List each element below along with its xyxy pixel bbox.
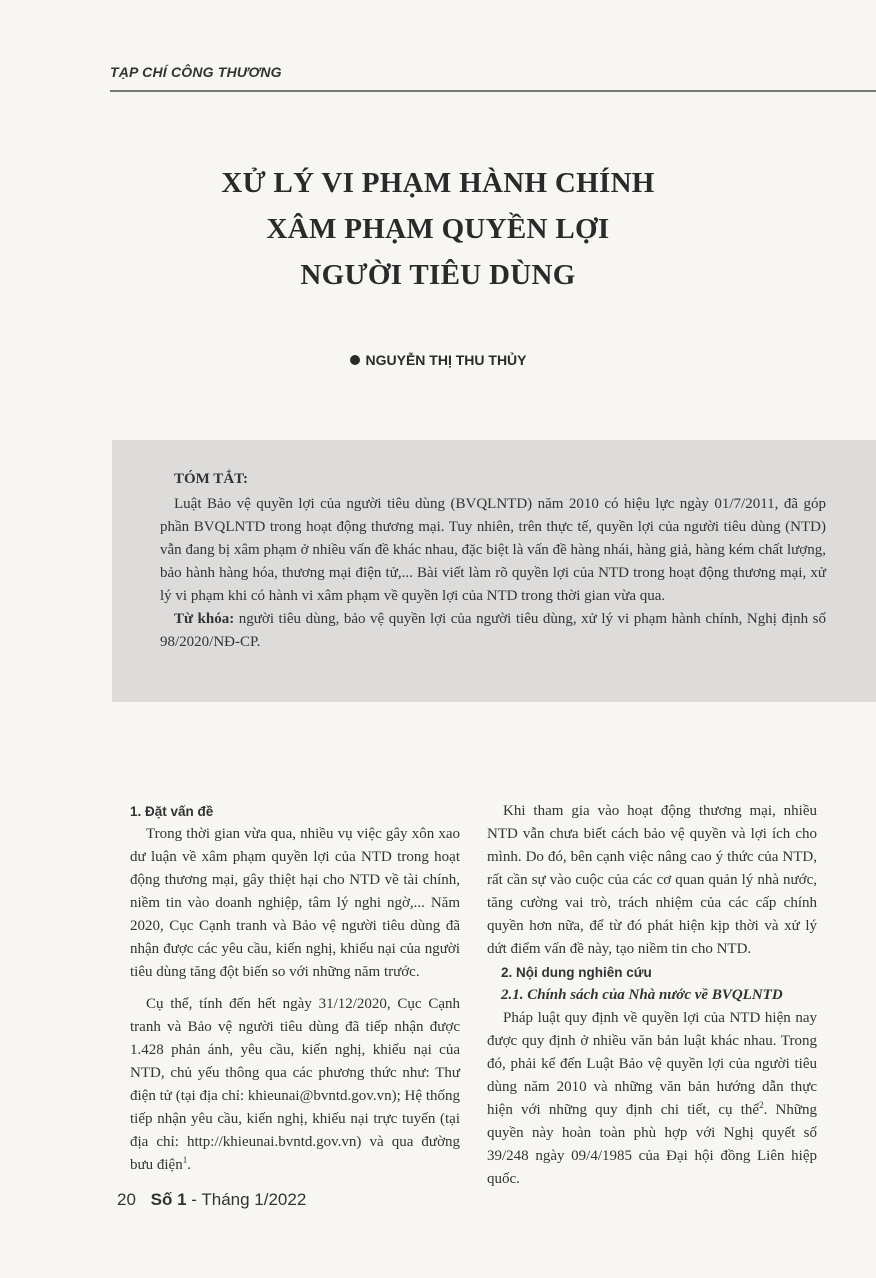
journal-header: TẠP CHÍ CÔNG THƯƠNG (110, 64, 282, 80)
issue-date: - Tháng 1/2022 (186, 1190, 307, 1209)
section-2-1-heading: 2.1. Chính sách của Nhà nước về BVQLNTD (501, 987, 783, 1003)
author-byline (0, 352, 876, 368)
keywords-text: người tiêu dùng, bảo vệ quyền lợi của người tiêu dùng, xử lý vi phạm hành chính, Nghị định số 98/2020/NĐ-CP. (160, 611, 827, 650)
abstract-heading: TÓM TẮT: (174, 471, 249, 487)
section-2-heading: 2. Nội dung nghiên cứu (501, 965, 652, 980)
page-number: 20 (117, 1190, 136, 1209)
footnote-1-marker: 1 (182, 1155, 188, 1165)
footnote-2-marker: 2 (759, 1100, 764, 1110)
page-footer (117, 1190, 306, 1210)
section-1-paragraph-3: Khi tham gia vào hoạt động thương mại, nhiều NTD vẫn chưa biết cách bảo vệ quyền và lợi ích cho mình. Do đó, bên cạnh việc nâng cao ý thức của NTD, rất cần sự vào cuộc của các cơ quan quản lý nhà nước, tăng cường vai trò, trách nhiệm của các cấp chính quyền hơn nữa, để từ đó phát hiện kịp thời và xử lý dứt điểm vấn đề này, tạo niềm tin cho NTD. (487, 803, 817, 957)
issue-number: Số 1 (150, 1190, 187, 1209)
title-line-1: XỬ LÝ VI PHẠM HÀNH CHÍNH (221, 167, 655, 199)
body-column-left (130, 800, 460, 1177)
abstract-box (112, 440, 876, 702)
header-rule (110, 90, 876, 92)
section-2-1-paragraph-1 (487, 1007, 817, 1191)
section-1-paragraph-2-text: Cụ thể, tính đến hết ngày 31/12/2020, Cục Cạnh tranh và Bảo vệ người tiêu dùng đã tiếp nhận được 1.428 phản ánh, yêu cầu, kiến nghị, khiếu nại của NTD, chủ yếu thông qua các phương thức như: Thư điện tử (tại địa chỉ: khieunai@bvntd.gov.vn); Hệ thống tiếp nhận yêu cầu, kiến nghị, khiếu nại trực tuyến (tại địa chỉ: http://khieunai.bvntd.gov.vn) và qua đường bưu điện (130, 996, 460, 1173)
section-1-heading: 1. Đặt vấn đề (130, 804, 214, 819)
bullet-icon (350, 355, 360, 365)
author-name: NGUYỄN THỊ THU THỦY (365, 352, 527, 368)
body-column-right (487, 800, 817, 1191)
section-2-1-paragraph-1-end: . Những quyền này hoàn toàn phù hợp với Nghị quyết số 39/248 ngày 09/4/1985 của Đại hội đồng Liên hiệp quốc. (487, 1102, 817, 1187)
keywords-label: Từ khóa: (174, 611, 235, 627)
section-1-paragraph-1: Trong thời gian vừa qua, nhiều vụ việc gây xôn xao dư luận về xâm phạm quyền lợi của NTD trong hoạt động thương mại, gây thiệt hại cho NTD về tài chính, niềm tin vào doanh nghiệp, tâm lý nghi ngờ,... Năm 2020, Cục Cạnh tranh và Bảo vệ người tiêu dùng đã nhận được các yêu cầu, kiến nghị, khiếu nại của người tiêu dùng tăng đột biến so với những năm trước. (130, 826, 460, 980)
section-1-paragraph-2: Cụ thể, tính đến hết ngày 31/12/2020, Cục Cạnh tranh và Bảo vệ người tiêu dùng đã tiếp nhận được 1.428 phản ánh, yêu cầu, kiến nghị, khiếu nại của NTD, chủ yếu thông qua các phương thức như: Thư điện tử (tại địa chỉ: khieunai@bvntd.gov.vn); Hệ thống tiếp nhận yêu cầu, kiến nghị, khiếu nại trực tuyến (tại địa chỉ: http://khieunai.bvntd.gov.vn) và qua đường bưu điện$^1$. (130, 996, 460, 1173)
title-line-3: NGƯỜI TIÊU DÙNG (300, 259, 576, 291)
keywords (160, 608, 826, 654)
section-2-1-paragraph-1-text: Pháp luật quy định về quyền lợi của NTD hiện nay được quy định ở nhiều văn bản luật khác nhau. Trong đó, phải kể đến Luật Bảo vệ quyền lợi của người tiêu dùng năm 2010 và những văn bản hướng dẫn thực hiện với những quy định chi tiết, cụ thể (487, 1010, 817, 1118)
title-line-2: XÂM PHẠM QUYỀN LỢI (266, 213, 610, 245)
abstract-text: Luật Bảo vệ quyền lợi của người tiêu dùng (BVQLNTD) năm 2010 có hiệu lực ngày 01/7/2011, đã góp phần BVQLNTD trong hoạt động thương mại. Tuy nhiên, trên thực tế, quyền lợi của người tiêu dùng (NTD) vẫn đang bị xâm phạm ở nhiều vấn đề khác nhau, đặc biệt là vấn đề hàng nhái, hàng giả, hàng kém chất lượng, bảo hành hàng hóa, thương mại điện tử,... Bài viết làm rõ quyền lợi của NTD trong hoạt động thương mại, xử lý vi phạm khi có hành vi xâm phạm về quyền lợi của NTD trong thời gian vừa qua. (160, 496, 826, 604)
article-title (0, 160, 876, 298)
